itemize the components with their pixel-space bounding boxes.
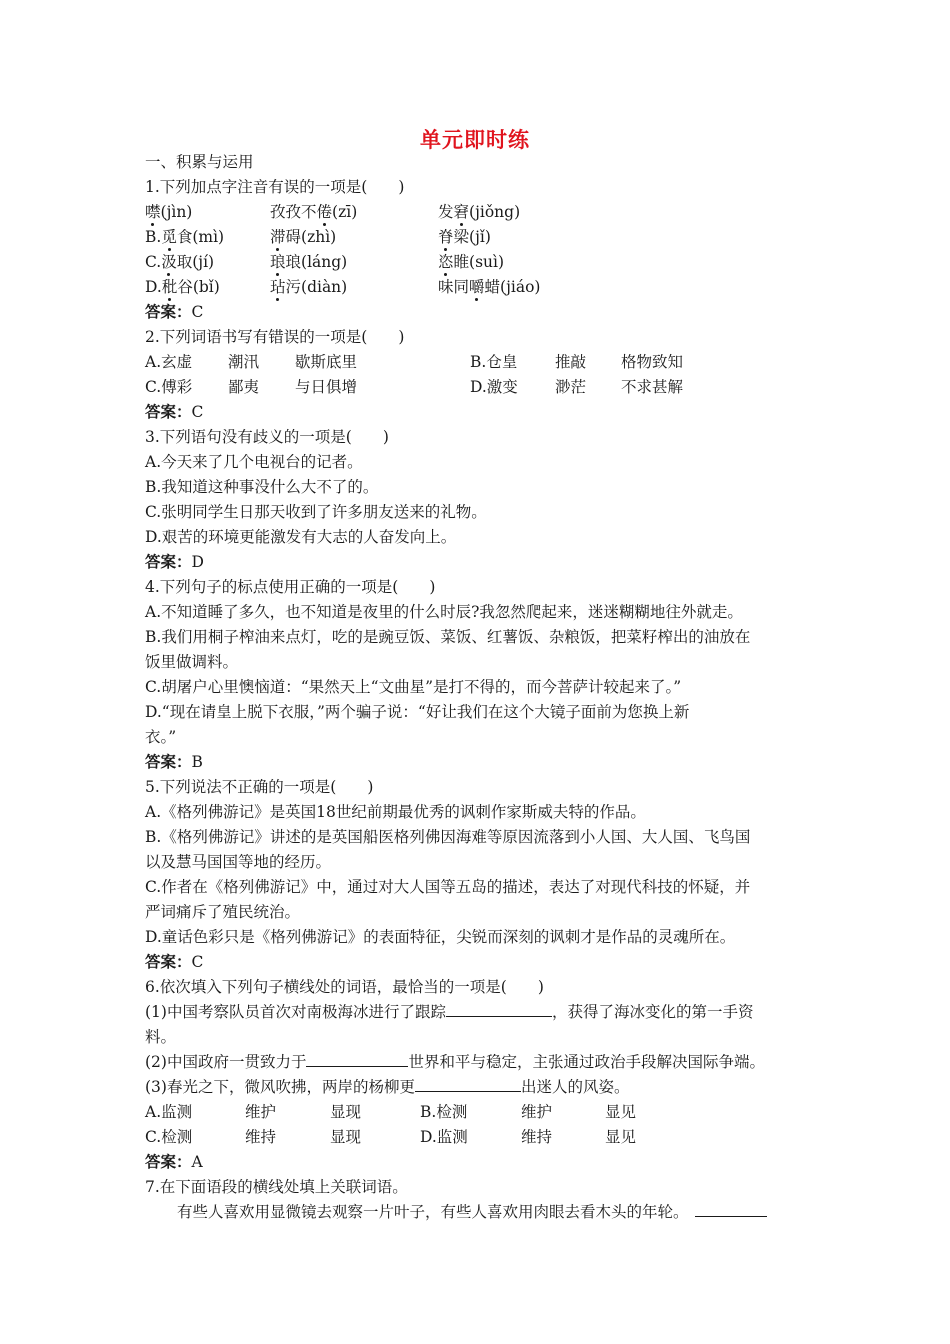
emphasis-dotted-char: 恣 [438,253,454,271]
q5-answer [145,952,203,972]
q2-option-word: C.傅彩 [145,378,193,396]
emphasis-dotted-char: 窘 [453,203,470,221]
q6-answer [145,1152,203,1172]
q1-option-item [438,252,504,272]
sentence-text: 出迷人的风姿。 [520,1078,630,1096]
answer-label: 答案： [145,302,192,321]
q4-line: D.“现在请皇上脱下衣服，”两个骗子说：“好让我们在这个大镜子面前为您换上新 [145,703,690,721]
q4-line: 衣。” [145,728,177,746]
q6-sentence-2 [145,1052,765,1072]
q4-line: C.胡屠户心里懊恼道：“果然天上“文曲星”是打不得的，而今菩萨计较起来了。” [145,678,682,696]
answer-label: 答案： [145,402,192,421]
item-text: 蜡(jiáo) [484,278,541,296]
q6-option-word: 显现 [330,1128,362,1146]
answer-label: 答案： [145,952,192,971]
q5-line: 严词痛斥了殖民统治。 [145,903,301,921]
q1-answer [145,302,203,322]
q2-option-word: D.激变 [470,378,518,396]
item-text: B. [145,228,162,246]
emphasis-dotted-char: 觅 [161,228,177,246]
q2-answer [145,402,203,422]
q6-sentence-1-cont: 料。 [145,1028,177,1046]
emphasis-dotted-char: 滞 [270,228,286,246]
q1-option-item [145,252,214,272]
emphasis-dotted-char: 秕 [161,278,178,296]
item-text: D. [145,278,162,296]
q2-stem: 2.下列词语书写有错误的一项是( ) [145,328,405,346]
paragraph-text: 有些人喜欢用显微镜去观察一片叶子，有些人喜欢用肉眼去看木头的年轮。 [177,1203,689,1221]
q6-option-word: B.检测 [420,1103,468,1121]
item-text: 污(diàn) [285,278,348,296]
emphasis-dotted-char: 脊 [438,228,454,246]
q1-option-item [145,277,220,297]
item-text: (zī) [332,203,358,221]
q2-option-word: 鄙夷 [228,378,260,396]
q2-option-word: A.玄虚 [145,353,193,371]
emphasis-dotted-char: 琅 [270,253,286,271]
q3-option-a: A.今天来了几个电视台的记者。 [145,453,363,471]
q1-stem: 1.下列加点字注音有误的一项是( ) [145,178,405,196]
q1-option-item [270,252,347,272]
q6-option-word: 维护 [521,1103,553,1121]
q4-line: 饭里做调料。 [145,653,239,671]
q2-option-word: 渺茫 [555,378,587,396]
q6-sentence-1 [145,1002,753,1022]
sentence-text: (3)春光之下，微风吹拂，两岸的杨柳更 [145,1078,415,1096]
q3-option-b: B.我知道这种事没什么大不了的。 [145,478,379,496]
q6-option-word: C.检测 [145,1128,193,1146]
q6-stem: 6.依次填入下列句子横线处的词语，最恰当的一项是( ) [145,978,544,996]
item-text: 睢(suì) [453,253,505,271]
q3-stem: 3.下列语句没有歧义的一项是( ) [145,428,389,446]
q6-option-word: 显见 [605,1103,637,1121]
answer-value: B [191,753,203,771]
item-text: 琅(láng) [285,253,348,271]
q6-option-word: 显见 [605,1128,637,1146]
item-text: 食(mì) [176,228,225,246]
item-text: 谷(bǐ) [177,278,220,296]
emphasis-dotted-char: 倦 [316,203,333,221]
q4-stem: 4.下列句子的标点使用正确的一项是( ) [145,578,436,596]
q5-stem: 5.下列说法不正确的一项是( ) [145,778,374,796]
sentence-text: (2)中国政府一贯致力于 [145,1053,307,1071]
q1-option-item [270,227,336,247]
q1-option-item [438,227,491,247]
item-text: C. [145,253,162,271]
q7-paragraph [177,1202,767,1222]
sentence-text: ，获得了海冰变化的第一手资 [551,1003,754,1021]
q4-answer [145,752,203,772]
q6-option-word: 维护 [245,1103,277,1121]
item-text: 取(jí) [176,253,215,271]
sentence-text: 世界和平与稳定，主张通过政治手段解决国际争端。 [408,1053,765,1071]
item-text: 味同 [438,278,470,296]
q1-option-item [270,277,347,297]
answer-value: C [191,303,204,321]
q3-answer [145,552,204,572]
q6-option-word: A.监测 [145,1103,193,1121]
q1-option-item [145,227,224,247]
q5-line: 以及慧马国国等地的经历。 [145,853,332,871]
q6-sentence-3 [145,1077,629,1097]
item-text: 碍(zhì) [285,228,337,246]
q6-option-word: 显现 [330,1103,362,1121]
q5-line: C.作者在《格列佛游记》中，通过对大人国等五岛的描述，表达了对现代科技的怀疑，并 [145,878,751,896]
q6-option-word: 维持 [245,1128,277,1146]
q6-option-word: D.监测 [420,1128,468,1146]
q2-option-word: 格物致知 [621,353,684,371]
answer-value: A [191,1153,203,1171]
item-text: 孜孜不 [270,203,317,221]
q6-option-word: 维持 [521,1128,553,1146]
answer-label: 答案： [145,552,192,571]
q3-option-c: C.张明同学生日那天收到了许多朋友送来的礼物。 [145,503,487,521]
emphasis-dotted-char: 噤 [145,203,161,221]
q1-option-item [145,202,192,222]
emphasis-dotted-char: 汲 [161,253,177,271]
q2-option-word: 不求甚解 [621,378,684,396]
q1-option-item [438,277,540,297]
fill-blank [446,1002,552,1017]
q1-option-item [270,202,357,222]
q4-line: B.我们用桐子榨油来点灯，吃的是豌豆饭、菜饭、红薯饭、杂粮饭，把菜籽榨出的油放在 [145,628,751,646]
emphasis-dotted-char: 嚼 [469,278,485,296]
q2-option-word: 推敲 [555,353,587,371]
sentence-text: (1)中国考察队员首次对南极海冰进行了跟踪 [145,1003,446,1021]
q2-option-word: 潮汛 [228,353,260,371]
q1-option-item [438,202,520,222]
section-heading: 一、积累与运用 [145,153,254,171]
q5-line: A.《格列佛游记》是英国18世纪前期最优秀的讽刺作家斯威夫特的作品。 [145,803,646,821]
q2-option-word: 与日俱增 [295,378,358,396]
page-title: 单元即时练 [420,127,530,152]
answer-value: C [191,953,204,971]
answer-value: C [191,403,204,421]
item-text: 发 [438,203,454,221]
q5-line: B.《格列佛游记》讲述的是英国船医格列佛因海难等原因流落到小人国、大人国、飞鸟国 [145,828,751,846]
answer-label: 答案： [145,752,192,771]
q5-line: D.童话色彩只是《格列佛游记》的表面特征，尖锐而深刻的讽刺才是作品的灵魂所在。 [145,928,736,946]
q2-option-word: 歇斯底里 [295,353,358,371]
item-text: (jiǒng) [469,203,521,221]
q3-option-d: D.艰苦的环境更能激发有大志的人奋发向上。 [145,528,457,546]
fill-blank [415,1077,521,1092]
fill-blank [306,1052,408,1067]
emphasis-dotted-char: 玷 [270,278,286,296]
q2-option-word: B.仓皇 [470,353,518,371]
q4-line: A.不知道睡了多久，也不知道是夜里的什么时辰?我忽然爬起来，迷迷糊糊地往外就走。 [145,603,743,621]
answer-value: D [191,553,204,571]
item-text: (jìn) [160,203,193,221]
fill-blank [695,1202,767,1217]
item-text: 梁(jǐ) [453,228,491,246]
answer-label: 答案： [145,1152,192,1171]
q7-stem: 7.在下面语段的横线处填上关联词语。 [145,1178,408,1196]
